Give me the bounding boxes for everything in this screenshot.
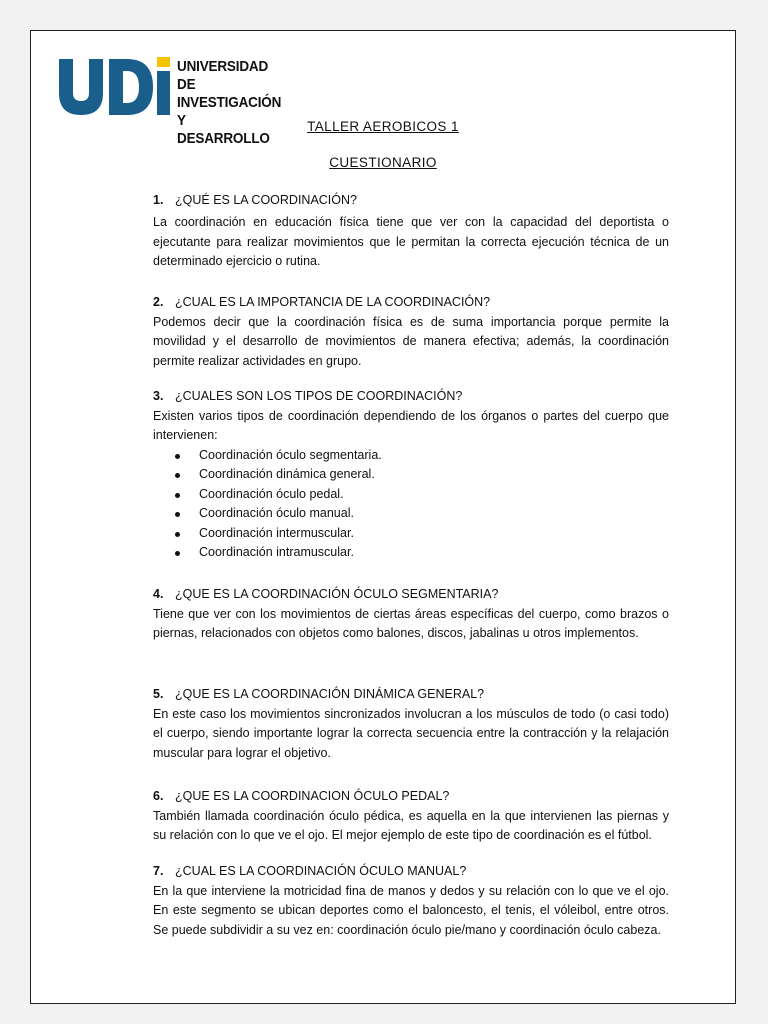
university-name: [177, 58, 281, 148]
logo-line-1: UNIVERSIDAD: [177, 58, 269, 75]
list-item: Coordinación intermuscular.: [153, 524, 669, 544]
answer-text: También llamada coordinación óculo pédica, es aquella en la que intervienen las piernas y su relación con lo que ve el ojo. El mejor ejemplo de este tipo de coordinación es el fútbol.: [153, 808, 669, 842]
section-7: [153, 862, 669, 940]
section-6: [153, 787, 669, 846]
question-heading: 6. ¿QUE ES LA COORDINACION ÓCULO PEDAL?: [153, 789, 450, 803]
document-title: TALLER AEROBICOS 1: [307, 119, 459, 134]
answer-text: En este caso los movimientos sincronizados involucran a los músculos de todo (o casi todo) el cuerpo, siendo importante lograr la correcta secuencia entre la contracción y la relajación muscular para lograr el objetivo.: [153, 706, 669, 760]
question-heading: 4. ¿QUE ES LA COORDINACIÓN ÓCULO SEGMENTARIA?: [153, 587, 499, 601]
question-heading: 7. ¿CUAL ES LA COORDINACIÓN ÓCULO MANUAL?: [153, 864, 467, 878]
logo-line-2: DE INVESTIGACIÓN: [177, 76, 282, 111]
question-heading: 1. ¿QUÉ ES LA COORDINACIÓN?: [153, 193, 357, 207]
document-page: [30, 30, 736, 1004]
question-heading: 2. ¿CUAL ES LA IMPORTANCIA DE LA COORDINACIÓN?: [153, 295, 491, 309]
list-item: Coordinación óculo segmentaria.: [153, 446, 669, 466]
list-item: Coordinación óculo manual.: [153, 504, 669, 524]
list-item: Coordinación intramuscular.: [153, 543, 669, 563]
answer-text: La coordinación en educación física tiene que ver con la capacidad del deportista o ejecutante para realizar movimientos que le permitan la correcta ejecución técnica de un determinado ejercicio o rutina.: [153, 215, 669, 268]
list-item: Coordinación óculo pedal.: [153, 485, 669, 505]
udi-logo-mark: [57, 55, 175, 117]
logo-line-3: Y DESARROLLO: [177, 112, 270, 147]
coordination-types-list: [153, 446, 669, 563]
answer-text: En la que interviene la motricidad fina de manos y dedos y su relación con lo que ve el ojo. En este segmento se ubican deportes como el baloncesto, el tenis, el vóleibol, entre otros. Se puede subdividir a su vez en: coordinación óculo pie/mano y coordinación óculo cabeza.: [153, 883, 669, 937]
university-logo: [57, 55, 282, 147]
question-heading: 3. ¿CUALES SON LOS TIPOS DE COORDINACIÓN?: [153, 389, 463, 403]
answer-text: Existen varios tipos de coordinación dependiendo de los órganos o partes del cuerpo que intervienen:: [153, 408, 669, 442]
document-subtitle: CUESTIONARIO: [329, 155, 437, 170]
section-3: [153, 387, 669, 563]
section-1: [153, 191, 669, 211]
section-5: [153, 685, 669, 763]
list-item: Coordinación dinámica general.: [153, 465, 669, 485]
section-2: [153, 293, 669, 371]
section-4: [153, 585, 669, 644]
answer-1: [153, 213, 669, 272]
question-heading: 5. ¿QUE ES LA COORDINACIÓN DINÁMICA GENERAL?: [153, 687, 485, 701]
answer-text: Podemos decir que la coordinación física es de suma importancia porque permite la movilidad y el desarrollo de movimientos de manera efectiva; además, la coordinación permite realizar actividades en grupo.: [153, 314, 669, 368]
answer-text: Tiene que ver con los movimientos de ciertas áreas específicas del cuerpo, como brazos o piernas, relacionados con objetos como balones, discos, jabalinas u otros implementos.: [153, 606, 669, 640]
